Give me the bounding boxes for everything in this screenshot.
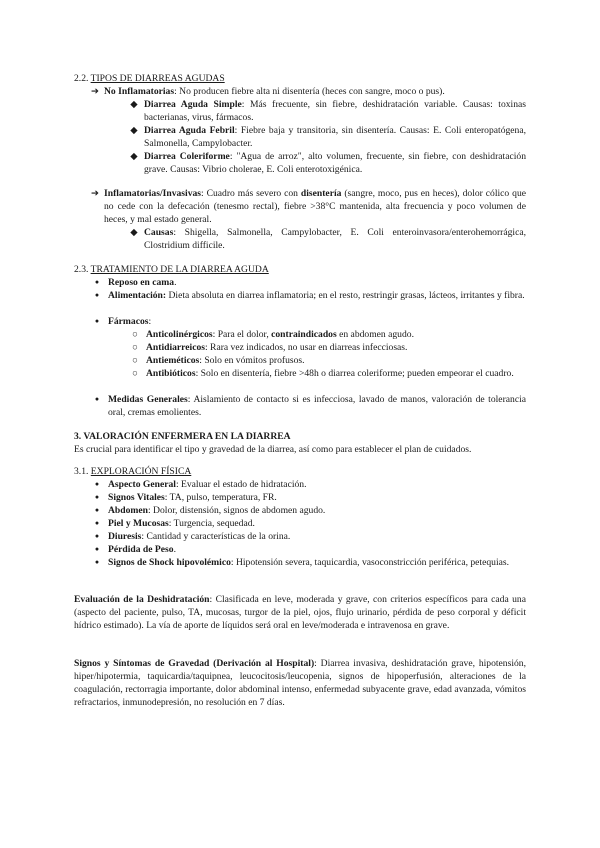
- bullet-icon: ●: [94, 519, 100, 527]
- section-number: 3.1.: [74, 466, 89, 477]
- section-number: 2.3.: [74, 264, 89, 275]
- circle-icon: ○: [132, 355, 138, 366]
- list-item-medidas: ● Medidas Generales: Aislamiento de contacto si es infecciosa, lavado de manos, valoración de tolerancia oral, cremas emolientes.: [86, 393, 526, 419]
- list-item-antidiarreicos: ○ Antidiarreicos: Rara vez indicados, no usar en diarreas infecciosas.: [124, 341, 526, 354]
- list-item-shock: ● Signos de Shock hipovolémico: Hipotensión severa, taquicardia, vasoconstricción periférica, petequias.: [86, 556, 526, 569]
- bullet-icon: ●: [94, 506, 100, 514]
- list-item-causas: ◆ Causas: Shigella, Salmonella, Campylobacter, E. Coli enteroinvasora/enterohemorrágica, Clostridium difficile.: [124, 226, 526, 252]
- list-item-antibioticos: ○ Antibióticos: Solo en disentería, fiebre >48h o diarrea coleriforme; pueden empeorar el cuadro.: [124, 367, 526, 380]
- diamond-icon: ◆: [130, 125, 138, 136]
- circle-icon: ○: [132, 368, 138, 379]
- paragraph-evaluacion: Evaluación de la Deshidratación: Clasificada en leve, moderada y grave, con criterios específicos para cada una (aspecto del paciente, pulso, TA, mucosas, turgor de la piel, ojos, flujo urinario, pérdida de peso corporal y déficit hídrico estimado). La vía de aporte de líquidos será oral en leve/moderada e intravenosa en grave.: [74, 594, 526, 631]
- list-item-signos-vitales: ● Signos Vitales: TA, pulso, temperatura, FR.: [86, 491, 526, 504]
- list-item-inflamatorias: ➔ Inflamatorias/Invasivas: Cuadro más severo con disentería (sangre, moco, pus en heces), dolor cólico que no cede con la defecación (tenesmo rectal), fiebre >38°C mantenida, alta frecuencia y poco volumen de heces, y mal estado general.: [86, 187, 526, 226]
- section-title: EXPLORACIÓN FÍSICA: [90, 466, 192, 477]
- bullet-icon: ●: [94, 558, 100, 566]
- circle-icon: ○: [132, 329, 138, 340]
- bullet-icon: ●: [94, 480, 100, 488]
- list-item-perdida-peso: ● Pérdida de Peso.: [86, 543, 526, 556]
- list-item-farmacos: ● Fármacos:: [86, 315, 526, 328]
- section-number: 2.2.: [74, 73, 89, 84]
- bullet-icon: ●: [94, 278, 100, 286]
- arrow-icon: ➔: [90, 188, 100, 199]
- bullet-icon: ●: [94, 291, 100, 299]
- circle-icon: ○: [132, 342, 138, 353]
- section-3-intro: Es crucial para identificar el tipo y gravedad de la diarrea, así como para establecer el plan de cuidados.: [74, 444, 472, 455]
- section-title: TIPOS DE DIARREAS AGUDAS: [90, 73, 225, 84]
- list-item-no-inflamatorias: ➔ No Inflamatorias: No producen fiebre alta ni disentería (heces con sangre, moco o pus).: [86, 85, 526, 98]
- list-item-aspecto: ● Aspecto General: Evaluar el estado de hidratación.: [86, 478, 526, 491]
- section-2-2-heading: [74, 72, 225, 85]
- section-3-heading: 3. VALORACIÓN ENFERMERA EN LA DIARREA: [74, 431, 291, 442]
- list-item-diuresis: ● Diuresis: Cantidad y características de la orina.: [86, 530, 526, 543]
- diamond-icon: ◆: [130, 99, 138, 110]
- section-2-3-heading: [74, 263, 269, 276]
- section-title: TRATAMIENTO DE LA DIARREA AGUDA: [90, 264, 269, 275]
- paragraph-gravedad: Signos y Síntomas de Gravedad (Derivación al Hospital): Diarrea invasiva, deshidratación grave, hipotensión, hiper/hipotermia, taquicardia/taquipnea, leucocitosis/leucopenia, signos de hipoperfusión, alteraciones de la coagulación, rectorragia importante, dolor abdominal intenso, enfermedad subyacente grave, edad avanzada, vómitos refractarios, inmunodepresión, no resolución en 7 días.: [74, 658, 527, 708]
- list-item-diarrea-simple: ◆ Diarrea Aguda Simple: Más frecuente, sin fiebre, deshidratación variable. Causas: toxinas bacterianas, virus, fármacos.: [124, 98, 526, 124]
- diamond-icon: ◆: [130, 227, 138, 238]
- list-item-alimentacion: ● Alimentación: Dieta absoluta en diarrea inflamatoria; en el resto, restringir grasas, lácteos, irritantes y fibra.: [86, 289, 526, 302]
- section-3-1-heading: [74, 465, 191, 478]
- diamond-icon: ◆: [130, 151, 138, 162]
- list-item-reposo: ● Reposo en cama.: [86, 276, 526, 289]
- bullet-icon: ●: [94, 493, 100, 501]
- list-item-diarrea-febril: ◆ Diarrea Aguda Febril: Fiebre baja y transitoria, sin disentería. Causas: E. Coli enteropatógena, Salmonella, Campylobacter.: [124, 124, 526, 150]
- list-item-piel: ● Piel y Mucosas: Turgencia, sequedad.: [86, 517, 526, 530]
- arrow-icon: ➔: [90, 86, 100, 97]
- list-item-abdomen: ● Abdomen: Dolor, distensión, signos de abdomen agudo.: [86, 504, 526, 517]
- bullet-icon: ●: [94, 395, 100, 403]
- bullet-icon: ●: [94, 317, 100, 325]
- bullet-icon: ●: [94, 545, 100, 553]
- bullet-icon: ●: [94, 532, 100, 540]
- list-item-antiemeticos: ○ Antieméticos: Solo en vómitos profusos.: [124, 354, 526, 367]
- list-item-diarrea-coleriforme: ◆ Diarrea Coleriforme: "Agua de arroz", alto volumen, frecuente, sin fiebre, con deshidratación grave. Causas: Vibrio cholerae, E. Coli enterotoxigénica.: [124, 150, 526, 176]
- list-item-anticolinergicos: ○ Anticolinérgicos: Para el dolor, contraindicados en abdomen agudo.: [124, 328, 526, 341]
